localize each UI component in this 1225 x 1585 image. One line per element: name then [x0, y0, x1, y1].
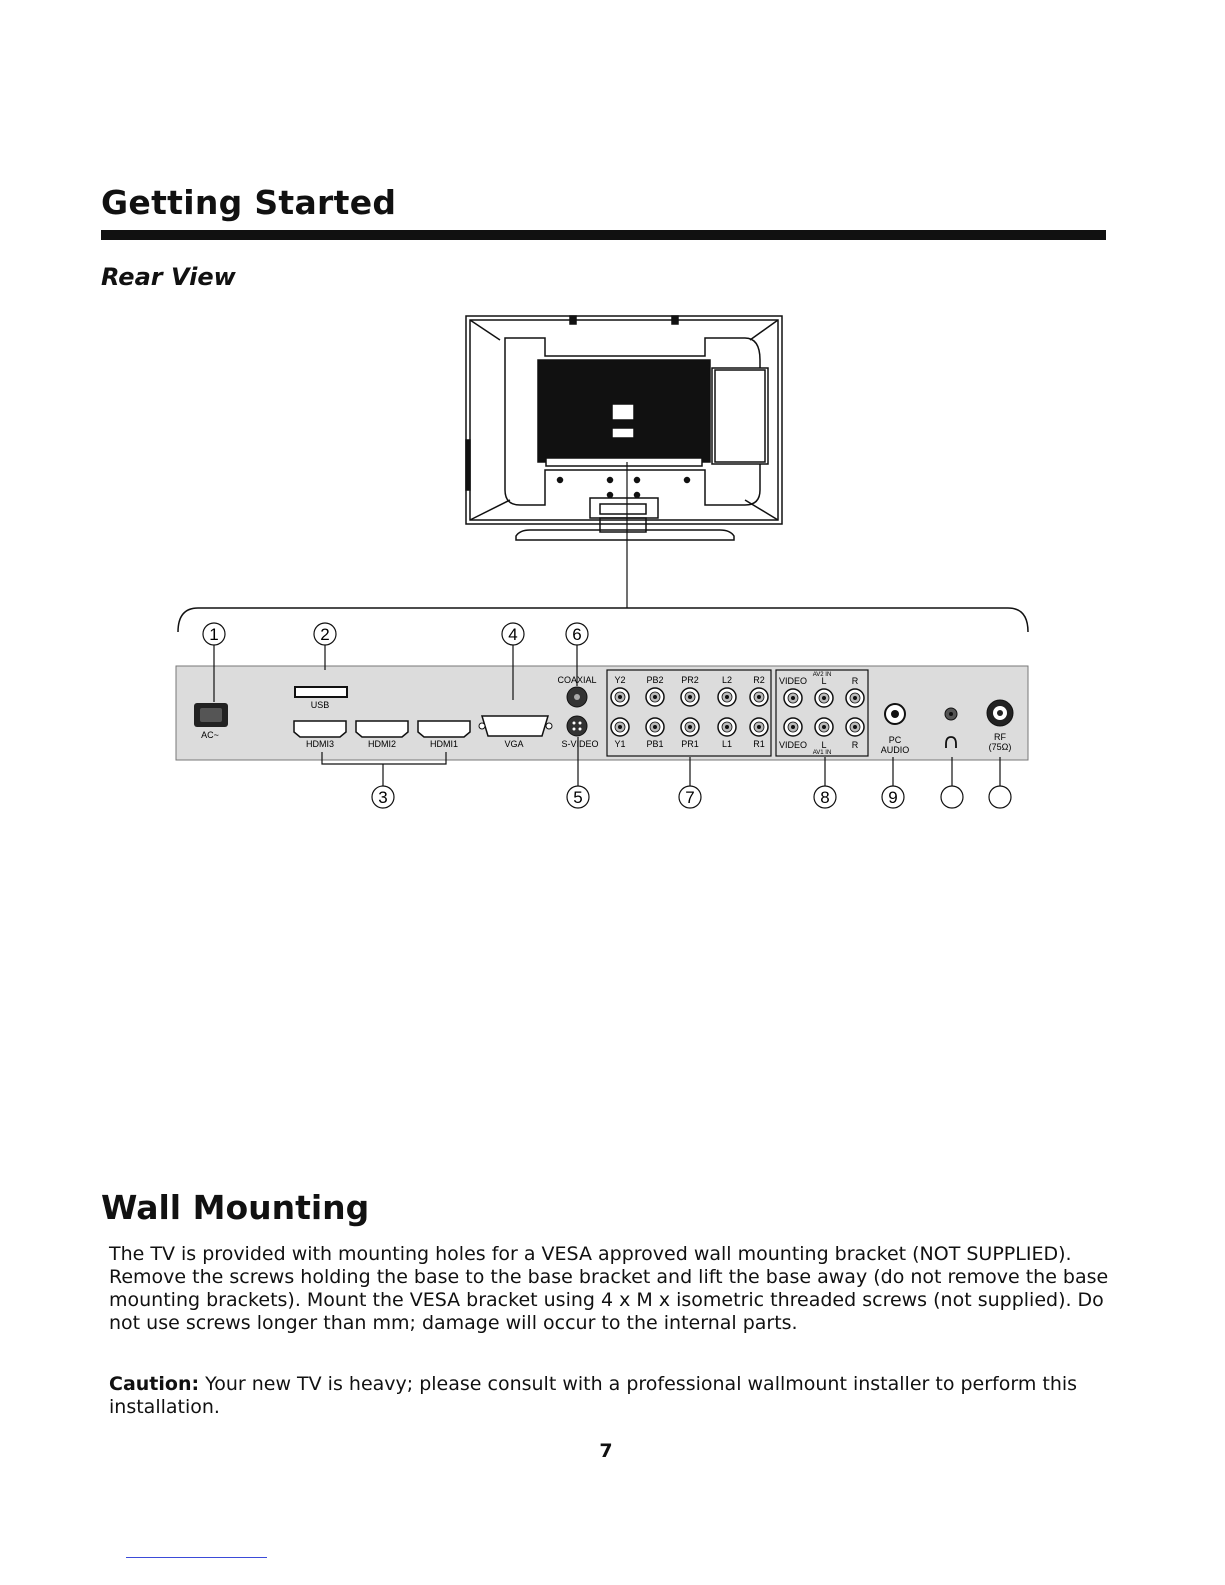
hdmi-ports	[294, 721, 470, 737]
callout-circle	[989, 786, 1011, 808]
callout-number: 8	[820, 788, 830, 807]
jack-label: R2	[753, 675, 765, 685]
rf-label-2: (75Ω)	[988, 742, 1012, 752]
callout-number: 5	[573, 788, 583, 807]
callout-number: 7	[685, 788, 695, 807]
jack-label: PB2	[646, 675, 664, 685]
jack-label: R	[851, 740, 859, 750]
svideo-pin	[579, 722, 582, 725]
jack-label: VIDEO	[778, 676, 808, 686]
hdmi3-label: HDMI3	[305, 739, 335, 749]
caution-label: Caution:	[109, 1373, 200, 1395]
av2-in-label: AV2 IN	[812, 672, 832, 678]
rca-jack-pin	[757, 725, 761, 729]
ac-label: AC~	[201, 730, 219, 740]
usb-port	[295, 687, 347, 697]
wall-mounting-paragraph: The TV is provided with mounting holes for a VESA approved wall mounting bracket (NOT SUPPLIED). Remove the screws holding the base to the base bracket and lift the base away (do not remove the base mounting brackets). Mount the VESA bracket using 4 x M x isometric threaded screws (not supplied). Do not use screws longer than mm; damage will occur to the internal parts.	[109, 1243, 1109, 1334]
ac-inlet	[194, 703, 228, 727]
usb-label: USB	[310, 700, 330, 710]
rca-jack-pin	[653, 695, 657, 699]
vga-label: VGA	[504, 739, 524, 749]
svideo-label: S-VIDEO	[561, 739, 599, 749]
tv-rear-illustration	[466, 316, 782, 540]
pc-audio-label-1: PC	[888, 735, 902, 745]
rca-jack-pin	[688, 725, 692, 729]
jack-label: Y2	[614, 675, 626, 685]
svideo-port	[567, 716, 587, 736]
callout-number: 1	[209, 625, 219, 644]
callout-number: 2	[320, 625, 330, 644]
callout-number: 6	[572, 625, 582, 644]
title-rule	[101, 230, 1106, 240]
jack-label: PR1	[681, 739, 699, 749]
svideo-pin	[573, 728, 576, 731]
subtitle-rear-view: Rear View	[101, 263, 236, 291]
svideo-pin	[579, 728, 582, 731]
rca-jack-pin	[822, 725, 826, 729]
coaxial-label: COAXIAL	[557, 675, 597, 685]
rca-jack-pin	[853, 725, 857, 729]
callout-number: 9	[888, 788, 898, 807]
rca-jack-pin	[618, 695, 622, 699]
caution-paragraph	[109, 1373, 1119, 1419]
rca-jack-pin	[822, 696, 826, 700]
jack-label: L2	[721, 675, 733, 685]
jack-label: R	[851, 676, 859, 686]
rca-jack-pin	[725, 695, 729, 699]
rca-jack-pin	[725, 725, 729, 729]
headphone-hole	[949, 712, 953, 716]
wall-mounting-title: Wall Mounting	[101, 1188, 370, 1227]
panel-bracket	[178, 608, 1028, 632]
av1-in-label: AV1 IN	[812, 750, 832, 756]
rf-pin	[997, 710, 1003, 716]
jack-label: PB1	[646, 739, 664, 749]
rear-view-figure	[150, 305, 1050, 825]
hdmi2-label: HDMI2	[367, 739, 397, 749]
footer-line	[126, 1557, 267, 1558]
callout-number: 4	[508, 625, 518, 644]
rca-jack-pin	[688, 695, 692, 699]
callout-number: 3	[378, 788, 388, 807]
jack-label: L	[821, 676, 827, 686]
hdmi1-label: HDMI1	[429, 739, 459, 749]
rca-jack-pin	[791, 725, 795, 729]
rca-jack-pin	[757, 695, 761, 699]
rca-jack-pin	[653, 725, 657, 729]
jack-label: R1	[753, 739, 765, 749]
rca-jack-pin	[791, 696, 795, 700]
jack-label: L	[821, 740, 827, 750]
coaxial-pin	[574, 694, 580, 700]
rf-label-1: RF	[994, 732, 1006, 742]
jack-label: VIDEO	[778, 740, 808, 750]
caution-text: Your new TV is heavy; please consult with a professional wallmount installer to perform this installation.	[109, 1373, 1078, 1418]
jack-label: Y1	[614, 739, 626, 749]
vga-port	[479, 716, 552, 736]
pc-audio-hole	[891, 710, 899, 718]
jack-label: L1	[721, 739, 733, 749]
svideo-pin	[573, 722, 576, 725]
page-number: 7	[599, 1440, 613, 1462]
section-title: Getting Started	[101, 183, 397, 222]
callout-circle	[941, 786, 963, 808]
jack-label: PR2	[681, 675, 699, 685]
pc-audio-label-2: AUDIO	[880, 745, 910, 755]
rca-jack-pin	[618, 725, 622, 729]
rca-jack-pin	[853, 696, 857, 700]
